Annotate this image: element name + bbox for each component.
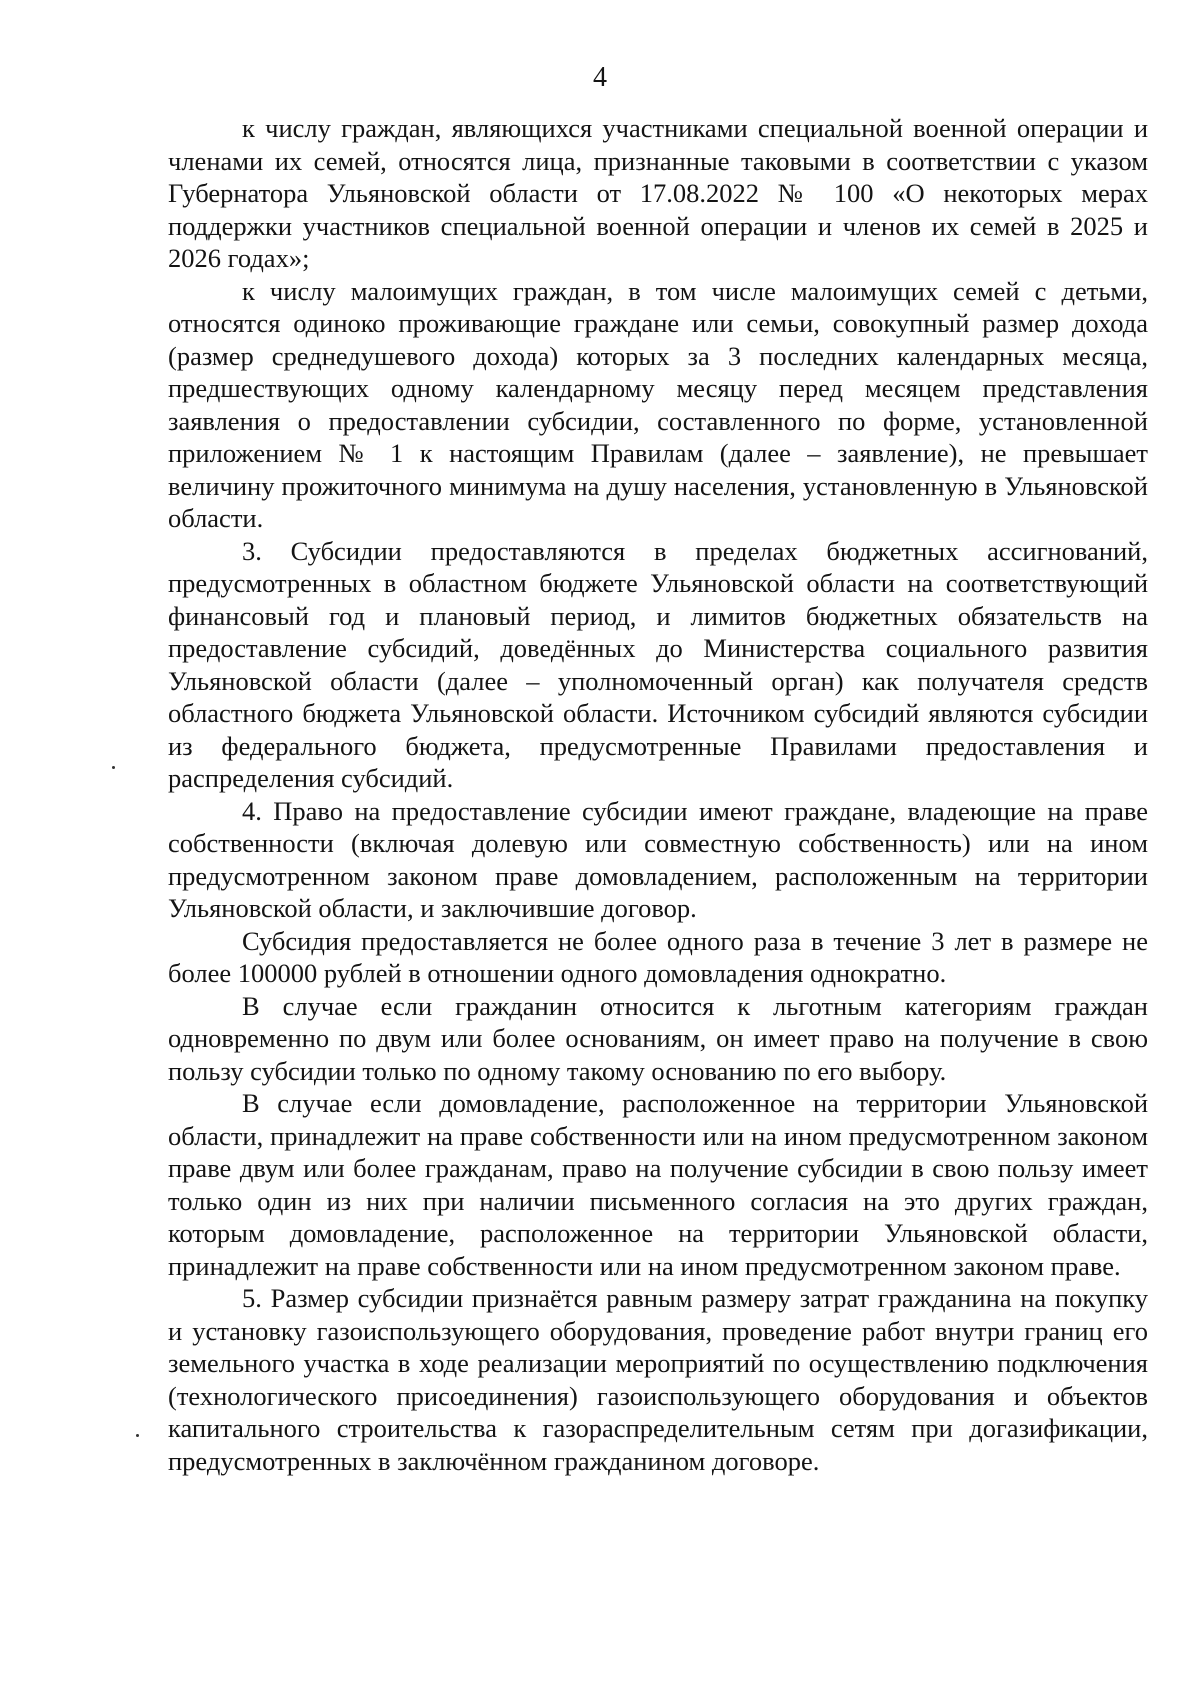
- paragraph-svo-participants: к числу граждан, являющихся участниками специальной военной операции и членами их семей, относятся лица, признанные таковыми в соответствии с указом Губернатора Ульяновской области от 17.08.2022 № 100 «О некоторых мерах поддержки участников специальной военной операции и членов их семей в 2025 и 2026 годах»;: [168, 113, 1148, 273]
- paragraph-multiple-categories: В случае если гражданин относится к льготным категориям граждан одновременно по двум или более основаниям, он имеет право на получение в свою пользу субсидии только по одному такому основанию по его выбору.: [168, 990, 1148, 1086]
- scan-speck: [136, 1434, 139, 1437]
- page-number: 4: [593, 62, 607, 93]
- paragraph-item-5-subsidy-amount: 5. Размер субсидии признаётся равным размеру затрат гражданина на покупку и установку газоиспользующего оборудования, проведение работ внутри границ его земельного участка в ходе реализации мероприятий по осуществлению подключения (технологического присоединения) газоиспользующего оборудования и объектов капитального строительства к газораспределительным сетям при догазификации, предусмотренных в заключённом гражданином договоре.: [168, 1283, 1148, 1476]
- paragraph-shared-ownership: В случае если домовладение, расположенное на территории Ульяновской области, принадлежит на праве собственности или на ином предусмотренном законом праве двум или более гражданам, право на получение субсидии в свою пользу имеет только один из них при наличии письменного согласия на это других граждан, которым домовладение, расположенное на территории Ульяновской области, принадлежит на праве собственности или на ином предусмотренном законом праве.: [168, 1088, 1148, 1281]
- document-body: [168, 112, 1148, 1477]
- paragraph-item-3-subsidy-budget: 3. Субсидии предоставляются в пределах бюджетных ассигнований, предусмотренных в областном бюджете Ульяновской области на соответствующий финансовый год и плановый период, и лимитов бюджетных обязательств на предоставление субсидий, доведённых до Министерства социального развития Ульяновской области (далее – уполномоченный орган) как получателя средств областного бюджета Ульяновской области. Источником субсидий являются субсидии из федерального бюджета, предусмотренные Правилами предоставления и распределения субсидий.: [168, 535, 1148, 793]
- paragraph-item-4-eligibility: 4. Право на предоставление субсидии имеют граждане, владеющие на праве собственности (включая долевую или совместную собственность) или на ином предусмотренном законом праве домовладением, расположенным на территории Ульяновской области, и заключившие договор.: [168, 795, 1148, 923]
- scan-speck: [112, 766, 115, 769]
- paragraph-low-income-citizens: к числу малоимущих граждан, в том числе малоимущих семей с детьми, относятся одиноко проживающие граждане или семьи, совокупный размер дохода (размер среднедушевого дохода) которых за 3 последних календарных месяца, предшествующих одному календарному месяцу перед месяцем представления заявления о предоставлении субсидии, составленного по форме, установленной приложением № 1 к настоящим Правилам (далее – заявление), не превышает величину прожиточного минимума на душу населения, установленную в Ульяновской области.: [168, 275, 1148, 533]
- paragraph-subsidy-frequency: Субсидия предоставляется не более одного раза в течение 3 лет в размере не более 100000 рублей в отношении одного домовладения однократно.: [168, 925, 1148, 988]
